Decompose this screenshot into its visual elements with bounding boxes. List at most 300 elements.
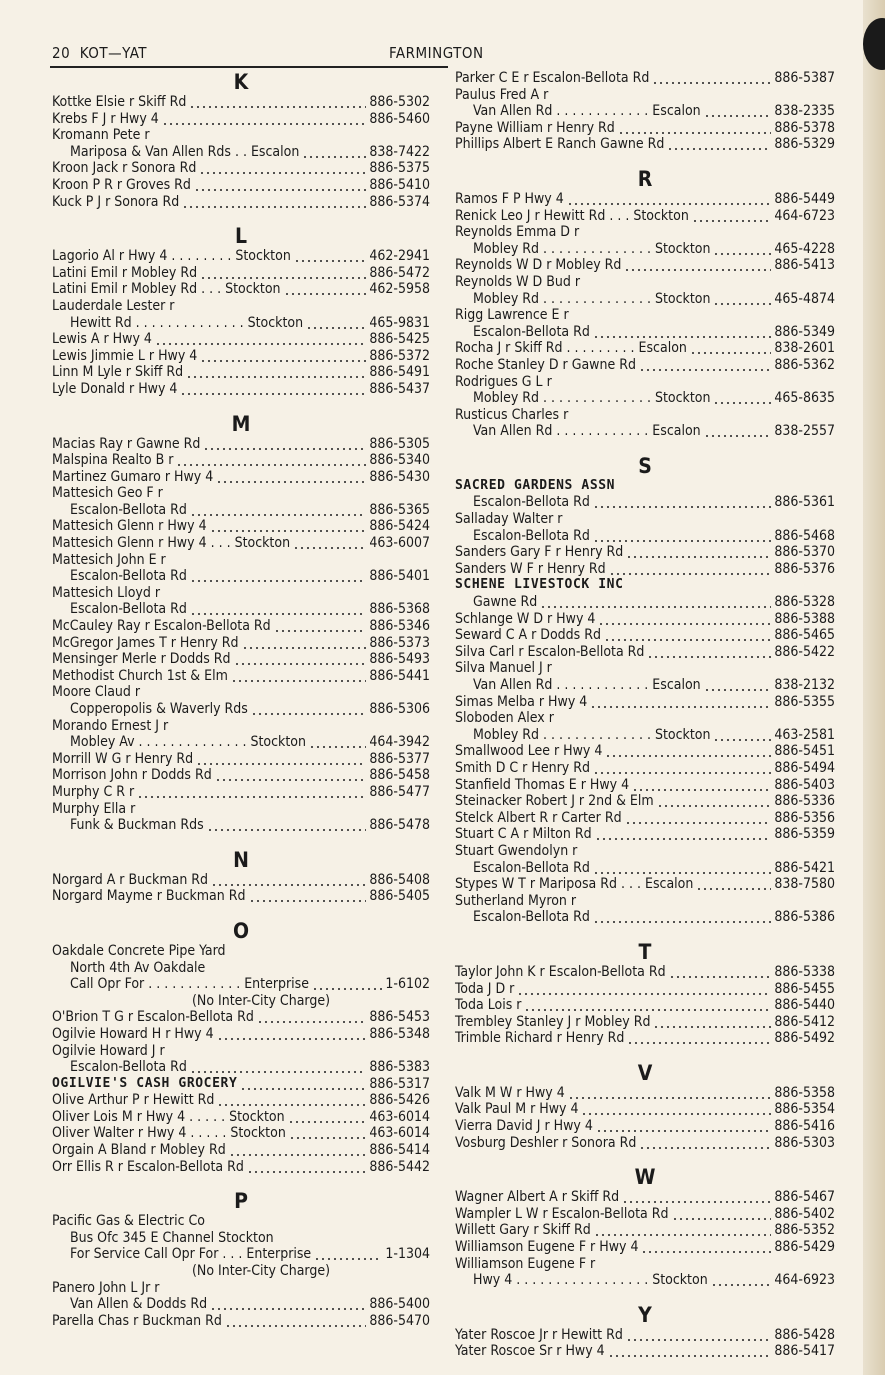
listing-row [52,635,430,652]
listing-row [455,997,835,1014]
listing-row [455,577,835,594]
listing-name: Moore Claud r [52,684,141,701]
leader-dots [540,594,771,611]
phone-number: 886-5305 [369,435,430,452]
listing-row [455,357,835,374]
phone-number: 886-5362 [774,356,835,373]
phone-number: 465-4228 [774,240,835,257]
listing-name: McGregor James T r Henry Rd [52,634,239,651]
phone-number: 886-5400 [369,1296,430,1313]
listing-name: (No Inter-City Charge) [191,1263,331,1280]
listing-row [455,644,835,661]
leader-dots [581,1101,771,1118]
leader-dots [639,357,771,374]
listing-row [52,1159,430,1176]
listing-note [52,1263,430,1280]
listing-row [455,826,835,843]
phone-number: 886-5449 [774,190,835,207]
listing-row [52,452,430,469]
listing-row [455,1085,835,1102]
listing-row [52,668,430,685]
leader-dots [257,1009,366,1026]
phone-number: 838-7422 [369,143,430,160]
listing-name: Morrill W G r Henry Rd [52,750,194,767]
listing-name: Bus Ofc 345 E Channel Stockton [70,1229,274,1246]
leader-dots [200,348,366,365]
listing-row [455,291,835,308]
listing-row [52,1230,430,1247]
listing-name: Martinez Gumaro r Hwy 4 [52,468,214,485]
listing-row [455,660,835,677]
phone-number: 886-5346 [369,618,430,635]
phone-number: 886-5376 [774,560,835,577]
phone-number: 838-2601 [774,340,835,357]
leader-dots [704,677,772,694]
phone-number: 886-5388 [774,610,835,627]
leader-dots [215,767,367,784]
phone-number: 464-6923 [774,1272,835,1289]
listing-row [455,1343,835,1360]
leader-dots [294,248,367,265]
leader-dots [190,1059,366,1076]
leader-dots [200,265,366,282]
listing-row [455,511,835,528]
listing-name: Van Allen Rd . . . . . . . . . . . . Escalon [473,103,701,120]
phone-number: 886-5468 [774,527,835,544]
listing-name: Norgard A r Buckman Rd [52,871,209,888]
listing-name: Lewis A r Hwy 4 [52,331,152,348]
listing-row [52,568,430,585]
phone-number: 886-5355 [774,693,835,710]
listing-row [455,1222,835,1239]
leader-dots [217,1026,367,1043]
leader-dots [641,1239,771,1256]
listing-name: Malspina Realto B r [52,452,174,469]
phone-number: 463-2581 [774,726,835,743]
phone-number: 886-5403 [774,776,835,793]
listing-row [52,1059,430,1076]
phone-number: 886-5414 [369,1142,430,1159]
leader-dots [596,1118,771,1135]
leader-dots [203,436,366,453]
phone-number: 886-5354 [774,1101,835,1118]
listing-row [455,843,835,860]
leader-dots [713,390,771,407]
listing-name: Stuart C A r Milton Rd [455,826,592,843]
section-letter: W [634,1165,656,1190]
listing-name: Olive Arthur P r Hewitt Rd [52,1092,215,1109]
listing-row [52,298,430,315]
phone-number: 886-5336 [774,793,835,810]
phone-number: 886-5408 [369,871,430,888]
phone-number: 462-2941 [369,248,430,265]
listing-row [455,760,835,777]
leader-dots [652,70,771,87]
listing-row [455,423,835,440]
leader-dots [711,1272,772,1289]
listing-row [52,1092,430,1109]
phone-number: 886-5412 [774,1013,835,1030]
listing-name: Mariposa & Van Allen Rds . . Escalon [70,143,300,160]
leader-dots [690,340,771,357]
leader-dots [626,1327,772,1344]
phone-number: 886-5329 [774,136,835,153]
listing-row [455,494,835,511]
listing-name: Escalon-Bellota Rd [473,494,590,511]
leader-dots [622,1189,771,1206]
listing-row [455,793,835,810]
leader-dots [595,826,772,843]
leader-dots [667,136,771,153]
page-range [52,44,147,62]
listing-row [52,1109,430,1126]
phone-number: 886-5440 [774,997,835,1014]
listing-row [52,817,430,834]
leader-dots [593,324,771,341]
leader-dots [314,1246,382,1263]
listing-row [455,1014,835,1031]
listing-row [52,364,430,381]
phone-number: 464-6723 [774,207,835,224]
listing-name: Oakdale Concrete Pipe Yard [52,942,226,959]
listing-row [455,677,835,694]
leader-dots [190,601,366,618]
phone-number: 463-6014 [369,1108,430,1125]
listing-row [52,436,430,453]
listing-row [455,1189,835,1206]
listing-name: Orgain A Bland r Mobley Rd [52,1142,226,1159]
listing-row [455,694,835,711]
phone-number: 886-5302 [369,94,430,110]
phone-number: 886-5317 [369,1075,430,1092]
city-name: FARMINGTON [389,44,484,62]
section-letter: M [231,411,251,436]
listing-name: Escalon-Bellota Rd [473,859,590,876]
phone-number: 886-5421 [774,859,835,876]
listing-row [52,144,430,161]
leader-dots [704,423,772,440]
listing-name: Smith D C r Henry Rd [455,759,590,776]
listing-name: Ogilvie Howard H r Hwy 4 [52,1025,214,1042]
listing-name: Reynolds W D Bud r [455,273,581,290]
left-column [52,70,430,1329]
listing-name: Hwy 4 . . . . . . . . . . . . . . . . . Stockton [473,1272,708,1289]
leader-dots [627,1030,771,1047]
leader-dots [524,997,771,1014]
listing-name: Rusticus Charles r [455,406,569,423]
listing-name: Kuck P J r Sonora Rd [52,193,180,210]
listing-name: Oliver Walter r Hwy 4 . . . . . Stockton [52,1125,286,1142]
listing-name: Stelck Albert R r Carter Rd [455,809,622,826]
leader-dots [593,860,771,877]
phone-number: 886-5460 [369,110,430,127]
listing-name: O'Brion T G r Escalon-Bellota Rd [52,1009,254,1026]
listing-name: Lyle Donald r Hwy 4 [52,380,178,397]
listing-name: Phillips Albert E Ranch Gawne Rd [455,136,665,153]
phone-number: 886-5387 [774,70,835,86]
listing-row [52,1043,430,1060]
leader-dots [216,469,366,486]
listing-row [52,1026,430,1043]
leader-dots [231,668,367,685]
listing-name: Van Allen & Dodds Rd [70,1296,208,1313]
listing-row [52,585,430,602]
leader-dots [608,1343,772,1360]
leader-dots [186,364,366,381]
listing-name: Taylor John K r Escalon-Bellota Rd [455,963,666,980]
section-letter: T [638,939,652,964]
listing-name: Mattesich John E r [52,551,166,568]
leader-dots [713,291,771,308]
listing-name: Simas Melba r Hwy 4 [455,693,588,710]
listing-name: Vierra David J r Hwy 4 [455,1118,593,1135]
listing-name: Mattesich Glenn r Hwy 4 [52,518,207,535]
listing-name: (No Inter-City Charge) [191,992,331,1009]
phone-number: 886-5426 [369,1092,430,1109]
listing-name: Mobley Av . . . . . . . . . . . . . . Stockton [70,734,306,751]
phone-number: 465-4874 [774,290,835,307]
leader-dots [189,94,366,111]
listing-name: Latini Emil r Mobley Rd . . . Stockton [52,281,281,298]
phone-number: 886-5401 [369,568,430,585]
listing-name: Morando Ernest J r [52,717,169,734]
listing-name: Stypes W T r Mariposa Rd . . . Escalon [455,876,694,893]
page-number: 20 [52,44,71,62]
listing-row [52,469,430,486]
listing-row [52,518,430,535]
listing-name: Parella Chas r Buckman Rd [52,1312,222,1329]
listing-name: Call Opr For . . . . . . . . . . . . Enterprise [70,976,309,993]
leader-dots [626,544,771,561]
listing-name: Toda J D r [455,980,515,997]
listing-name: Pacific Gas & Electric Co [52,1213,206,1230]
listing-row [52,1076,430,1093]
leader-dots [217,1092,366,1109]
phone-number: 886-5352 [774,1222,835,1239]
leader-dots [567,191,772,208]
leader-dots [704,103,772,120]
phone-number: 886-5410 [369,176,430,193]
leader-dots [618,120,772,137]
leader-dots [196,751,366,768]
phone-number: 886-5416 [774,1118,835,1135]
leader-dots [594,1222,772,1239]
listing-name: Orr Ellis R r Escalon-Bellota Rd [52,1158,244,1175]
listing-row [52,1213,430,1230]
listing-name: Lagorio Al r Hwy 4 . . . . . . . . Stockton [52,248,291,265]
listing-row [52,281,430,298]
leader-dots [211,872,366,889]
leader-dots [598,611,771,628]
leader-dots [604,627,771,644]
listing-name: SCHENE LIVESTOCK INC [455,577,624,593]
phone-number: 886-5370 [774,544,835,561]
listing-name: Willett Gary r Skiff Rd [455,1222,591,1239]
listing-name: Wampler L W r Escalon-Bellota Rd [455,1205,669,1222]
phone-number: 1-6102 [385,976,430,993]
listing-row [52,1142,430,1159]
listing-row [455,777,835,794]
phone-number: 1-1304 [385,1246,430,1263]
leader-dots [672,1206,772,1223]
phone-number: 886-5306 [369,701,430,717]
phone-number: 462-5958 [369,281,430,298]
listing-name: Silva Carl r Escalon-Bellota Rd [455,643,645,660]
phone-number: 886-5494 [774,759,835,776]
phone-number: 886-5442 [369,1158,430,1175]
leader-dots [593,760,771,777]
listing-name: OGILVIE'S CASH GROCERY [52,1075,238,1091]
leader-dots [247,1159,367,1176]
listing-row [455,257,835,274]
listing-row [52,960,430,977]
leader-dots [605,743,771,760]
leader-dots [210,1296,366,1313]
leader-dots [207,817,367,834]
leader-dots [590,694,771,711]
listing-name: Murphy C R r [52,783,135,800]
listing-name: Rocha J r Skiff Rd . . . . . . . . . Escalon [455,340,687,357]
listing-row [455,136,835,153]
listing-name: Wagner Albert A r Skiff Rd [455,1189,620,1206]
phone-number: 886-5458 [369,767,430,784]
phone-number: 838-2335 [774,103,835,120]
phone-number: 463-6014 [369,1125,430,1142]
listing-row [455,1101,835,1118]
listing-name: Yater Roscoe Sr r Hwy 4 [455,1343,605,1360]
leader-dots [306,315,366,332]
phone-number: 886-5455 [774,980,835,997]
phone-number: 464-3942 [369,734,430,751]
leader-dots [309,734,366,751]
listing-name: Stuart Gwendolyn r [455,842,578,859]
leader-dots [180,381,366,398]
leader-dots [229,1142,367,1159]
listing-name: Williamson Eugene F r Hwy 4 [455,1239,639,1256]
listing-name: Escalon-Bellota Rd [473,323,590,340]
listing-row [455,810,835,827]
listing-name: McCauley Ray r Escalon-Bellota Rd [52,618,271,635]
header-rule [50,66,448,68]
listing-row [455,561,835,578]
listing-row [52,1125,430,1142]
leader-dots [137,784,366,801]
phone-number: 838-2557 [774,423,835,440]
leader-dots [176,452,366,469]
listing-name: Silva Manuel J r [455,660,552,677]
listing-name: Reynolds Emma D r [455,224,580,241]
listing-name: Schlange W D r Hwy 4 [455,610,596,627]
section-letter: N [233,847,249,872]
phone-number: 886-5493 [369,651,430,668]
leader-dots [568,1085,772,1102]
phone-number: 886-5361 [774,494,835,511]
leader-dots [669,964,772,981]
listing-name: North 4th Av Oakdale [70,959,206,976]
listing-row [455,876,835,893]
leader-dots [302,144,366,161]
listing-name: Trembley Stanley J r Mobley Rd [455,1013,651,1030]
leader-dots [632,777,771,794]
phone-number: 886-5374 [369,193,430,210]
listing-row [52,784,430,801]
listing-row [455,478,835,495]
listing-row [455,307,835,324]
phone-number: 886-5422 [774,643,835,660]
listing-row [52,177,430,194]
listing-row [52,194,430,211]
leader-dots [593,528,771,545]
listing-row [455,1030,835,1047]
listing-name: Sutherland Myron r [455,892,577,909]
leader-dots [312,976,382,993]
leader-dots [713,727,771,744]
phone-number: 886-5424 [369,518,430,535]
listing-row [455,1239,835,1256]
leader-dots [713,241,771,258]
listing-row [455,727,835,744]
phone-number: 886-5491 [369,364,430,381]
leader-dots [593,494,771,511]
leader-dots [274,618,367,635]
section-letter: L [234,224,248,249]
listing-name: Mensinger Merle r Dodds Rd [52,651,231,668]
phone-number: 886-5372 [369,347,430,364]
listing-row [455,1256,835,1273]
listing-name: Seward C A r Dodds Rd [455,627,601,644]
alpha-range: KOT—YAT [79,44,148,62]
listing-row [455,374,835,391]
leader-dots [639,1135,771,1152]
leader-dots [657,793,772,810]
listing-row [455,743,835,760]
right-column [455,70,835,1360]
leader-dots [517,981,771,998]
listing-name: Valk Paul M r Hwy 4 [455,1101,579,1118]
listing-row [455,909,835,926]
listing-row [455,241,835,258]
phone-number: 886-5340 [369,452,430,469]
phone-number: 886-5365 [369,501,430,518]
phone-number: 886-5348 [369,1025,430,1042]
listing-row [52,751,430,768]
section-letter: V [637,1060,653,1085]
phone-number: 886-5402 [774,1205,835,1222]
phone-number: 886-5405 [369,888,430,905]
listing-name: Escalon-Bellota Rd [473,909,590,926]
listing-row [52,701,430,718]
phone-number: 886-5467 [774,1189,835,1206]
listing-row [455,1272,835,1289]
listing-row [52,94,430,111]
listing-name: Stanfield Thomas E r Hwy 4 [455,776,630,793]
listing-name: Valk M W r Hwy 4 [455,1084,565,1101]
listing-name: Kroon P R r Groves Rd [52,176,191,193]
listing-row [455,324,835,341]
phone-number: 886-5356 [774,809,835,826]
listing-name: Williamson Eugene F r [455,1255,596,1272]
listing-name: Mobley Rd . . . . . . . . . . . . . . Stockton [473,726,711,743]
phone-number: 886-5349 [774,323,835,340]
listing-name: Oliver Lois M r Hwy 4 . . . . . Stockton [52,1108,285,1125]
listing-row [52,1280,430,1297]
listing-name: Escalon-Bellota Rd [473,527,590,544]
listing-row [52,651,430,668]
leader-dots [225,1313,367,1330]
listing-name: Sloboden Alex r [455,710,554,727]
section-letter: P [234,1189,248,1214]
listing-row [455,208,835,225]
